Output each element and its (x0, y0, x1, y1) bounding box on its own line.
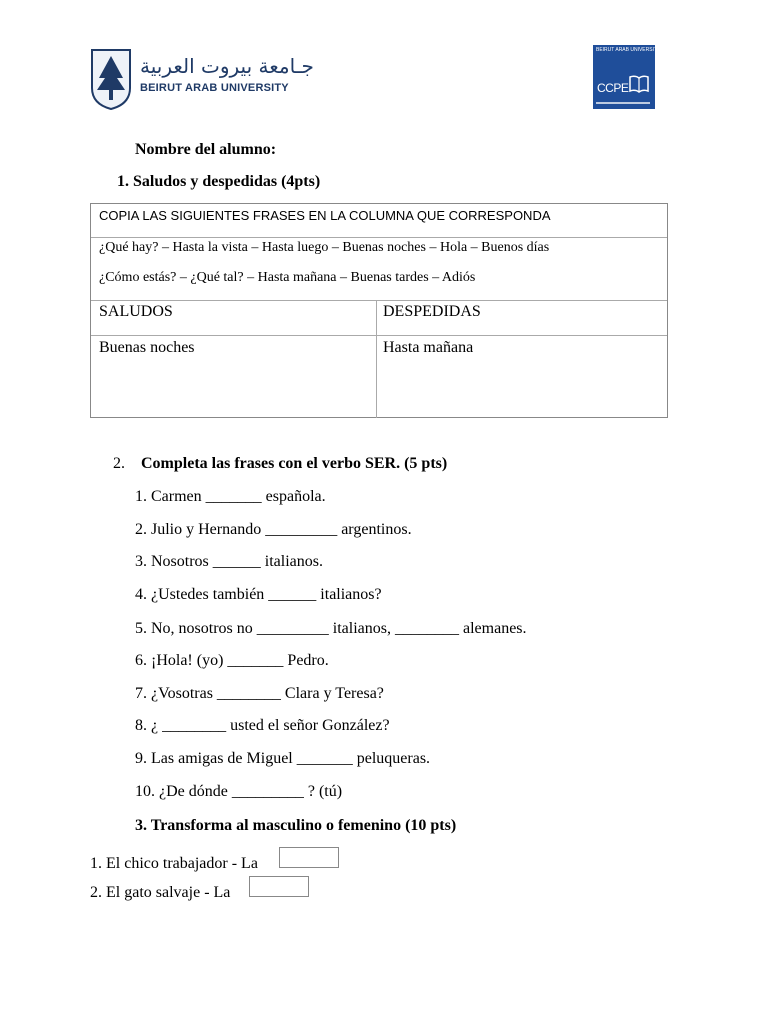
exercise-item: 3. Nosotros ______ italianos. (135, 553, 323, 570)
exercise-item: 1. Carmen _______ española. (135, 488, 326, 505)
transform-item: 2. El gato salvaje - La (90, 884, 231, 901)
cedar-shield-icon (90, 48, 132, 110)
table-instruction: COPIA LAS SIGUIENTES FRASES EN LA COLUMNA QUE CORRESPONDA (99, 208, 551, 223)
ccpe-subtitle (596, 101, 650, 106)
beirut-arab-university-logo (90, 48, 314, 110)
section2-number: 2. (113, 455, 125, 472)
answer-box[interactable] (249, 876, 309, 897)
ccpe-logo (593, 45, 661, 109)
student-name-label: Nombre del alumno: (135, 141, 277, 158)
answer-despedidas[interactable]: Hasta mañana (383, 339, 474, 356)
ccpe-university-label: BEIRUT ARAB UNIVERSITY (596, 47, 661, 53)
university-name-english: BEIRUT ARAB UNIVERSITY (140, 82, 289, 94)
greetings-table (90, 203, 668, 418)
section1-title: 1. Saludos y despedidas (4pts) (117, 173, 321, 190)
answer-saludos[interactable]: Buenas noches (99, 339, 195, 356)
exercise-item: 5. No, nosotros no _________ italianos, ________ alemanes. (135, 620, 527, 637)
exercise-item: 6. ¡Hola! (yo) _______ Pedro. (135, 652, 329, 669)
exercise-item: 2. Julio y Hernando _________ argentinos. (135, 521, 412, 538)
exercise-item: 8. ¿ ________ usted el señor González? (135, 717, 390, 734)
phrases-line-1: ¿Qué hay? – Hasta la vista – Hasta luego – Buenas noches – Hola – Buenos días (99, 240, 550, 255)
phrases-line-2: ¿Cómo estás? – ¿Qué tal? – Hasta mañana – Buenas tardes – Adiós (99, 270, 476, 285)
book-icon (628, 73, 650, 95)
exercise-item: 4. ¿Ustedes también ______ italianos? (135, 586, 382, 603)
column-header-saludos: SALUDOS (99, 303, 173, 320)
section3-title: 3. Transforma al masculino o femenino (10 pts) (135, 817, 457, 834)
section2-title: Completa las frases con el verbo SER. (5 pts) (141, 455, 448, 472)
answer-box[interactable] (279, 847, 339, 868)
exercise-item: 10. ¿De dónde _________ ? (tú) (135, 783, 343, 800)
exercise-item: 7. ¿Vosotras ________ Clara y Teresa? (135, 685, 384, 702)
transform-item: 1. El chico trabajador - La (90, 855, 258, 872)
column-header-despedidas: DESPEDIDAS (383, 303, 481, 320)
university-name-arabic: جـامعة بيروت العربية (140, 54, 314, 78)
exercise-item: 9. Las amigas de Miguel _______ peluqueras. (135, 750, 431, 767)
ccpe-name: CCPE (597, 81, 629, 95)
